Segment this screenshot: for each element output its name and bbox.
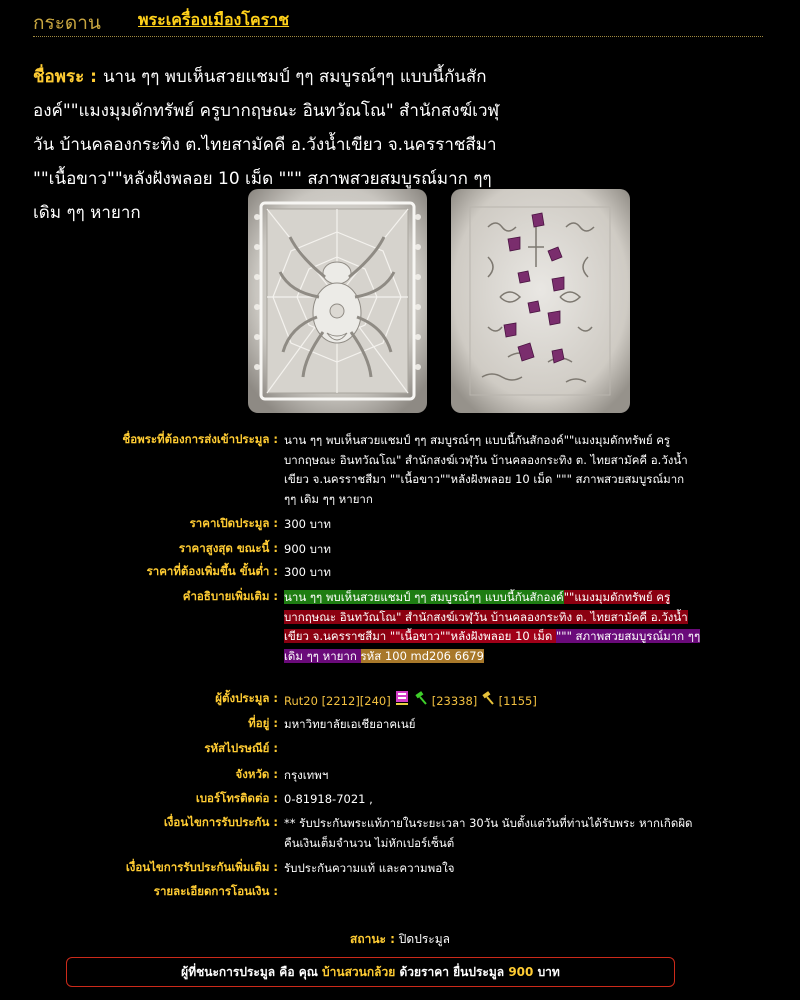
- seller-name-link[interactable]: Rut20: [284, 693, 318, 708]
- amulet-name-line: บากฤษณะ อินทวัณโณ" สำนักสงฆ์เวฬุวัน บ้านคลองกระทิง ต. ไทยสามัคคี อ.วังน้ำ: [284, 452, 688, 467]
- min-increment-label: ราคาที่ต้องเพิ่มขึ้น ขั้นต่ำ :: [146, 564, 278, 578]
- postcode-label: รหัสไปรษณีย์ :: [204, 741, 278, 755]
- winner-announcement: [66, 957, 675, 987]
- extra-desc-value: [284, 588, 714, 666]
- amulet-title-line: ""เนื้อขาว""หลังฝังพลอย 10 เม็ด """ สภาพสวยสมบูรณ์มาก ๆๆ: [33, 169, 492, 189]
- amulet-name-line: เขียว จ.นครราชสีมา ""เนื้อขาว""หลังฝังพลอย 10 เม็ด """ สภาพสวยสมบูรณ์มาก: [284, 472, 685, 486]
- max-price-label: ราคาสูงสุด ขณะนี้ :: [178, 541, 278, 555]
- desc-highlight-red: บากฤษณะ อินทวัณโณ" สำนักสงฆ์เวฬุวัน บ้านคลองกระทิง ต. ไทยสามัคคี อ.วังน้ำ: [284, 609, 688, 624]
- winner-name: บ้านสวนกล้วย: [322, 965, 396, 979]
- address-value: มหาวิทยาลัยเอเชียอาคเนย์: [284, 717, 416, 731]
- guarantee-label: เงื่อนไขการรับประกัน :: [163, 815, 278, 829]
- amulet-title-line: วัน บ้านคลองกระทิง ต.ไทยสามัคคี อ.วังน้ำเขียว จ.นครราชสีมา: [33, 135, 497, 155]
- amulet-title-line: เดิม ๆๆ หายาก: [33, 203, 141, 223]
- green-hammer-icon: [414, 691, 428, 712]
- amulet-name-line: ๆๆ เดิม ๆๆ หายาก: [284, 491, 373, 506]
- guarantee-value: [284, 814, 714, 853]
- seller-stats: [1155]: [498, 693, 537, 708]
- amulet-title-line: นาน ๆๆ พบเห็นสวยแชมป์ ๆๆ สมบูรณ์ๆๆ แบบนี้กันสัก: [102, 67, 487, 87]
- auction-status: [0, 930, 800, 949]
- amulet-name-label: ชื่อพระที่ต้องการส่งเข้าประมูล :: [122, 432, 278, 446]
- board-title-link[interactable]: พระเครื่องเมืองโคราช: [138, 10, 290, 29]
- phone-label: เบอร์โทรติดต่อ :: [195, 791, 278, 805]
- seller-stats: [2212][240]: [321, 693, 391, 708]
- header-divider: [33, 36, 763, 37]
- address-label: ที่อยู่ :: [248, 716, 278, 730]
- seller-value: [284, 690, 714, 713]
- amulet-name-value: [284, 431, 714, 509]
- status-label: สถานะ :: [350, 932, 395, 946]
- max-price-value: 900 บาท: [284, 542, 331, 556]
- desc-highlight-purple: """ สภาพสวยสมบูรณ์มาก ๆๆ: [556, 629, 701, 643]
- extra-desc-label: คำอธิบายเพิ่มเติม :: [182, 589, 278, 603]
- winner-suffix: บาท: [533, 965, 560, 979]
- open-price-label: ราคาเปิดประมูล :: [189, 516, 278, 530]
- amulet-name-line: นาน ๆๆ พบเห็นสวยแชมป์ ๆๆ สมบูรณ์ๆๆ แบบนี้กันสักองค์""แมงมุมดักทรัพย์ ครู: [284, 433, 671, 447]
- phone-value: 0-81918-7021 ,: [284, 792, 373, 806]
- min-increment-value: 300 บาท: [284, 565, 331, 579]
- desc-highlight-purple: เดิม ๆๆ หายาก: [284, 648, 361, 663]
- province-value: กรุงเทพฯ: [284, 768, 329, 782]
- desc-highlight-red: ""เนื้อขาว""หลังฝังพลอย 10 เม็ด: [389, 629, 557, 643]
- winner-mid: ด้วยราคา ยื่นประมูล: [395, 965, 509, 979]
- extra-guarantee-value: รับประกันความแท้ และความพอใจ: [284, 861, 455, 875]
- winner-price: 900: [508, 965, 534, 979]
- member-badge-icon: [394, 690, 410, 713]
- seller-stats: [23338]: [431, 693, 478, 708]
- desc-highlight-orange: รหัส 100 md206 6679: [360, 648, 484, 663]
- amulet-title-line: องค์""แมงมุมดักทรัพย์ ครูบากฤษณะ อินทวัณโณ" สำนักสงฆ์เวฬุ: [33, 101, 500, 121]
- site-logo[interactable]: กระดาน: [33, 13, 101, 34]
- header: [0, 0, 800, 40]
- open-price-value: 300 บาท: [284, 517, 331, 531]
- amulet-front-photo[interactable]: [245, 187, 430, 415]
- desc-highlight-red: ""แมงมุมดักทรัพย์ ครู: [563, 590, 671, 604]
- seller-label: ผู้ตั้งประมูล :: [215, 691, 278, 705]
- desc-highlight-green: นาน ๆๆ พบเห็นสวยแชมป์ ๆๆ สมบูรณ์ๆๆ แบบนี้กันสักองค์: [284, 590, 564, 604]
- guarantee-line: คืนเงินเต็มจำนวน ไม่หักเปอร์เซ็นต์: [284, 835, 455, 850]
- status-value: ปิดประมูล: [398, 932, 450, 946]
- gold-hammer-icon: [481, 691, 495, 712]
- transfer-label: รายละเอียดการโอนเงิน :: [153, 884, 278, 898]
- amulet-back-photo[interactable]: [448, 187, 633, 415]
- desc-highlight-red: เขียว จ.นครราชสีมา: [284, 629, 390, 643]
- guarantee-line: ** รับประกันพระแท้ภายในระยะเวลา 30วัน นับตั้งแต่วันที่ท่านได้รับพระ หากเกิดผิด: [284, 816, 693, 830]
- extra-guarantee-label: เงื่อนไขการรับประกันเพิ่มเติม :: [125, 860, 278, 874]
- winner-prefix: ผู้ที่ชนะการประมูล คือ คุณ: [181, 965, 323, 979]
- amulet-title-label: ชื่อพระ :: [33, 67, 97, 87]
- province-label: จังหวัด :: [235, 767, 278, 781]
